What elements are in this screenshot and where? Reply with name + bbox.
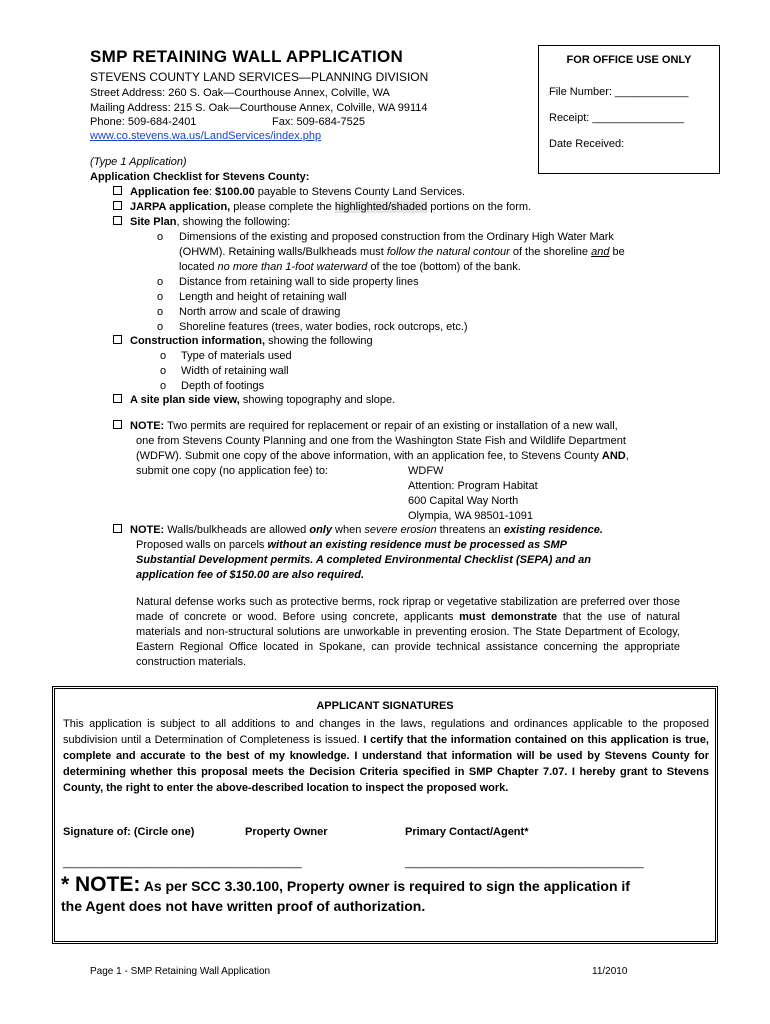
signature-line-left[interactable]: _______________________________________	[63, 857, 302, 869]
site-item: (OHWM). Retaining walls/Bulkheads must follow the natural contour of the shoreline and be	[179, 246, 625, 258]
owner-signature-note-line: the Agent does not have written proof of authorization.	[61, 898, 426, 914]
checklist-item-jarpa: JARPA application, please complete the highlighted/shaded portions on the form.	[113, 201, 531, 213]
signature-line-right[interactable]: _______________________________________	[405, 857, 644, 869]
bullet: o	[160, 365, 167, 377]
bullet: o	[157, 291, 164, 303]
bullet: o	[157, 276, 164, 288]
wdfw-address-line: 600 Capital Way North	[408, 495, 519, 507]
checkbox[interactable]	[113, 524, 122, 533]
site-item: Length and height of retaining wall	[179, 291, 347, 303]
checkbox[interactable]	[113, 216, 122, 225]
wdfw-address-line: WDFW	[408, 465, 444, 477]
page-title: SMP RETAINING WALL APPLICATION	[90, 47, 404, 66]
signatures-heading: APPLICANT SIGNATURES	[316, 700, 454, 712]
checklist-item-site-plan: Site Plan, showing the following:	[113, 216, 290, 228]
note-permits-line: submit one copy (no application fee) to:	[136, 465, 329, 477]
site-item: Dimensions of the existing and proposed construction from the Ordinary High Water Mark	[179, 231, 614, 243]
applicant-signatures-box	[52, 686, 718, 944]
website-link[interactable]: www.co.stevens.wa.us/LandServices/index.php	[90, 130, 322, 142]
street-address: Street Address: 260 S. Oak—Courthouse Annex, Colville, WA	[90, 87, 390, 99]
signature-of-label: Signature of: (Circle one)	[63, 826, 195, 838]
checklist-heading: Application Checklist for Stevens County:	[90, 171, 310, 183]
receipt-field[interactable]: Receipt: _______________	[549, 112, 685, 124]
office-use-title: FOR OFFICE USE ONLY	[566, 54, 692, 66]
file-number-field[interactable]: File Number: ____________	[549, 86, 689, 98]
office-use-box	[538, 45, 720, 174]
note-erosion-line: Substantial Development permits. A completed Environmental Checklist (SEPA) and an	[136, 554, 591, 566]
checklist-item-construction: Construction information, showing the following	[113, 335, 373, 347]
note-permits: NOTE: Two permits are required for replacement or repair of an existing or installation of a new wall,	[113, 420, 618, 432]
wdfw-address-line: Olympia, WA 98501-1091	[408, 510, 533, 522]
construction-item: Depth of footings	[181, 380, 265, 392]
construction-item: Width of retaining wall	[181, 365, 289, 377]
wdfw-address-line: Attention: Program Habitat	[408, 480, 538, 492]
note-erosion: NOTE: Walls/bulkheads are allowed only when severe erosion threatens an existing residence.	[113, 524, 603, 536]
date-received-field[interactable]: Date Received:	[549, 138, 625, 150]
note-erosion-line: application fee of $150.00 are also required.	[136, 569, 365, 581]
mailing-address: Mailing Address: 215 S. Oak—Courthouse Annex, Colville, WA 99114	[90, 102, 428, 114]
site-item: North arrow and scale of drawing	[179, 306, 341, 318]
checkbox[interactable]	[113, 201, 122, 210]
checklist-item-side-view: A site plan side view, showing topography and slope.	[113, 394, 395, 406]
site-item: Distance from retaining wall to side property lines	[179, 276, 419, 288]
bullet: o	[160, 380, 167, 392]
bullet: o	[157, 321, 164, 333]
natural-defense-paragraph: Natural defense works such as protective berms, rock riprap or vegetative stabilization are preferred over those made of concrete or wood. Before using concrete, applicants must demonstrate that the use of natural materials and non-structural solutions are unworkable in preventing erosion. The State Department of Ecology, Eastern Regional Office located in Spokane, can provide technical assistance concerning the appropriate construction materials.	[136, 596, 680, 668]
footer-page-label: Page 1 - SMP Retaining Wall Application	[90, 966, 271, 977]
bullet: o	[157, 231, 164, 243]
checkbox[interactable]	[113, 420, 122, 429]
site-item: Shoreline features (trees, water bodies, rock outcrops, etc.)	[179, 321, 468, 333]
checkbox[interactable]	[113, 335, 122, 344]
footer-date: 11/2010	[592, 966, 628, 977]
certification-text: This application is subject to all additions to and changes in the laws, regulations and ordinances applicable to the proposed subdivision until a Determination of Completeness is issued. I certify that the information contained on this application is true, complete and accurate to the best of my knowledge. I understand that information will be used by Stevens County for determining whether this proposal meets the Decision Criteria specified in SMP Chapter 7.07. I hereby grant to Stevens County, the right to enter the above-described location to inspect the proposed work.	[63, 718, 709, 794]
primary-contact-agent-option[interactable]: Primary Contact/Agent*	[405, 826, 529, 838]
phone-number: Phone: 509-684-2401	[90, 116, 197, 128]
construction-item: Type of materials used	[181, 350, 292, 362]
fax-number: Fax: 509-684-7525	[272, 116, 365, 128]
checkbox[interactable]	[113, 394, 122, 403]
note-erosion-line: Proposed walls on parcels without an existing residence must be processed as SMP	[136, 539, 567, 551]
bullet: o	[160, 350, 167, 362]
application-type: (Type 1 Application)	[90, 156, 187, 168]
checkbox[interactable]	[113, 186, 122, 195]
department-name: STEVENS COUNTY LAND SERVICES—PLANNING DIVISION	[90, 70, 429, 84]
note-permits-line: one from Stevens County Planning and one from the Washington State Fish and Wildlife Department	[136, 435, 626, 447]
bullet: o	[157, 306, 164, 318]
note-permits-line: (WDFW). Submit one copy of the above information, with an application fee, to Stevens County AND,	[136, 450, 629, 462]
site-item: located no more than 1-foot waterward of the toe (bottom) of the bank.	[179, 261, 521, 273]
owner-signature-note: * NOTE: As per SCC 3.30.100, Property owner is required to sign the application if	[61, 873, 630, 896]
property-owner-option[interactable]: Property Owner	[245, 826, 328, 838]
checklist-item-fee: Application fee: $100.00 payable to Stevens County Land Services.	[113, 186, 465, 198]
